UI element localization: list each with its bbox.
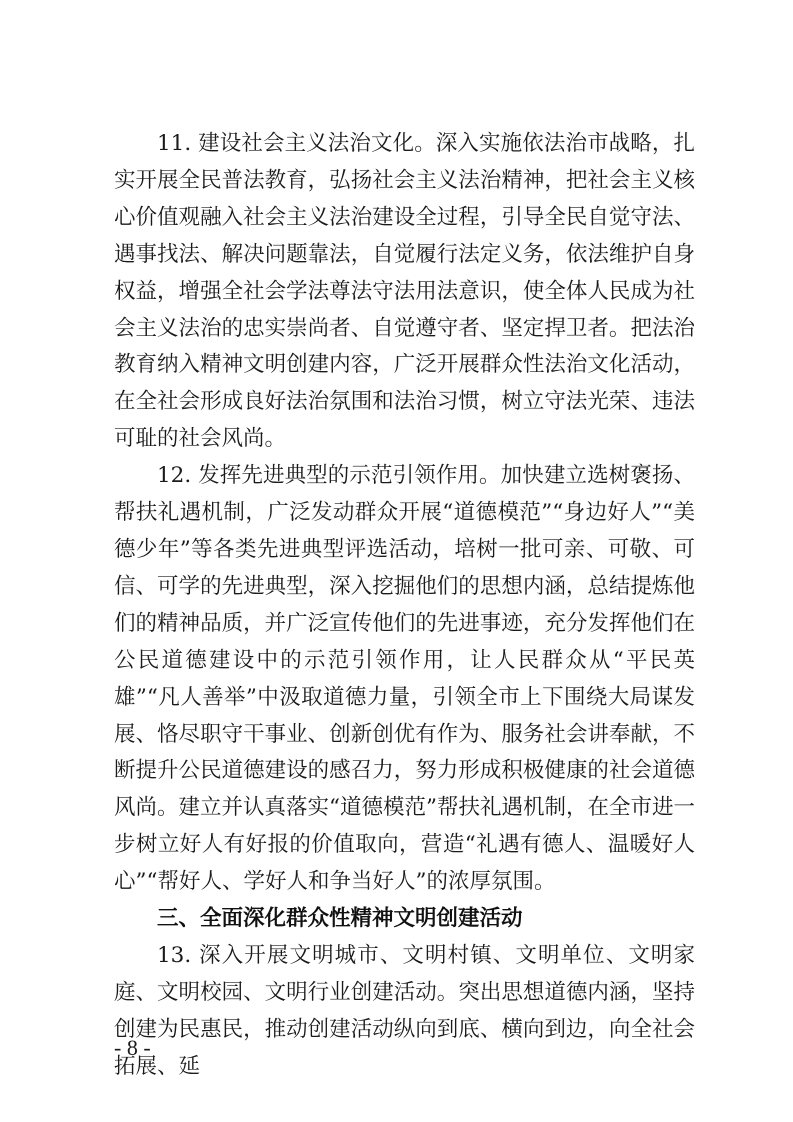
document-body xyxy=(114,126,695,1086)
paragraph-11: 11. 建设社会主义法治文化。深入实施依法治市战略，扎实开展全民普法教育，弘扬社会主义法治精神，把社会主义核心价值观融入社会主义法治建设全过程，引导全民自觉守法、遇事找法、解决问题靠法，自觉履行法定义务，依法维护自身权益，增强全社会学法尊法守法用法意识，使全体人民成为社会主义法治的忠实崇尚者、自觉遵守者、坚定捍卫者。把法治教育纳入精神文明创建内容，广泛开展群众性法治文化活动，在全社会形成良好法治氛围和法治习惯，树立守法光荣、违法可耻的社会风尚。 xyxy=(114,131,695,452)
page-number: - 8 - xyxy=(114,1035,151,1060)
paragraph-12: 12. 发挥先进典型的示范引领作用。加快建立选树褒扬、帮扶礼遇机制，广泛发动群众开展“道德模范”“身边好人”“美德少年”等各类先进典型评选活动，培树一批可亲、可敬、可信、可学的先进典型，深入挖掘他们的思想内涵，总结提炼他们的精神品质，并广泛宣传他们的先进事迹，充分发挥他们在公民道德建设中的示范引领作用，让人民群众从“平民英雄”“凡人善举”中汲取道德力量，引领全市上下围绕大局谋发展、恪尽职守干事业、创新创优有作为、服务社会讲奉献，不断提升公民道德建设的感召力，努力形成积极健康的社会道德风尚。建立并认真落实“道德模范”帮扶礼遇机制，在全市进一步树立好人有好报的价值取向，营造“礼遇有德人、温暖好人心”“帮好人、学好人和争当好人”的浓厚氛围。 xyxy=(114,463,695,895)
paragraph-13: 13. 深入开展文明城市、文明村镇、文明单位、文明家庭、文明校园、文明行业创建活动。突出思想道德内涵，坚持创建为民惠民，推动创建活动纵向到底、横向到边，向全社会拓展、延 xyxy=(114,942,695,1079)
section-heading: 三、全面深化群众性精神文明创建活动 xyxy=(157,906,523,932)
